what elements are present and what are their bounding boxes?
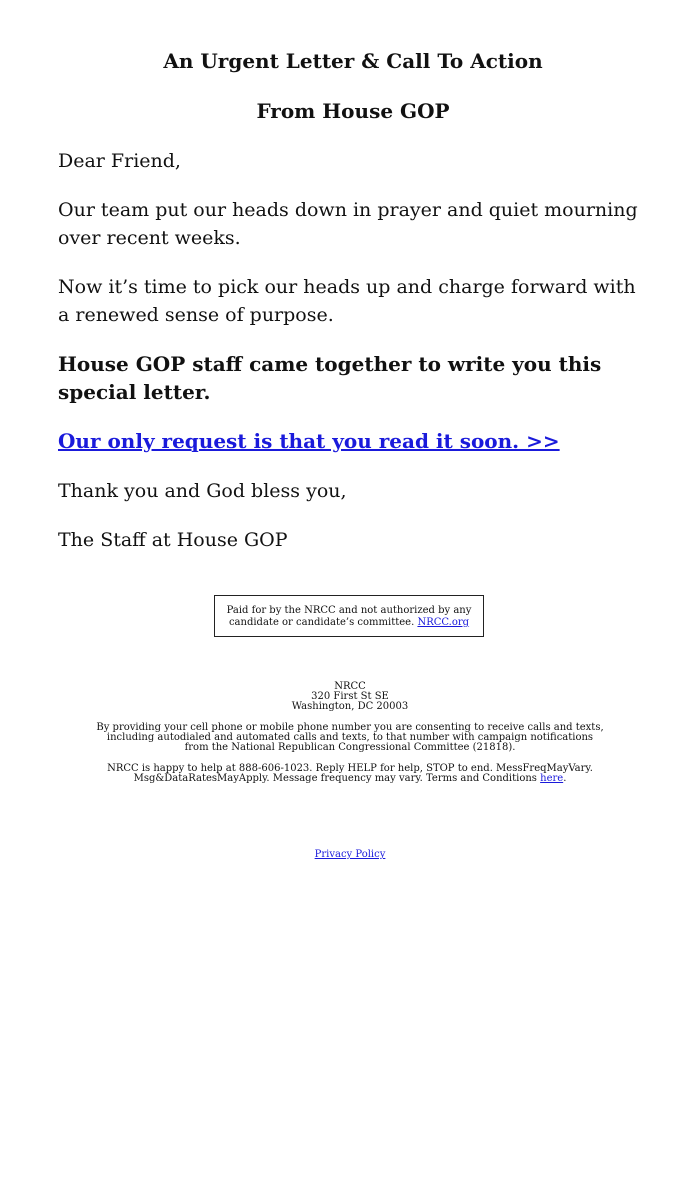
- paragraph-prayer: Our team put our heads down in prayer and quiet mourning over recent weeks.: [58, 199, 638, 249]
- footer: [95, 682, 605, 784]
- privacy-policy-link[interactable]: Privacy Policy: [314, 849, 386, 860]
- signature: The Staff at House GOP: [58, 529, 288, 551]
- help-text: NRCC is happy to help at 888-606-1023. Reply HELP for help, STOP to end. MessFreqMayVary. Msg&DataRatesMayApply. Message frequency may vary. Terms and Conditions: [107, 763, 593, 784]
- paragraph-special-letter: House GOP staff came together to write you this special letter.: [58, 352, 602, 404]
- paragraph-purpose: Now it’s time to pick our heads up and charge forward with a renewed sense of purpose.: [58, 276, 636, 326]
- footer-consent-text: By providing your cell phone or mobile phone number you are consenting to receive calls and texts, including autodialed and automated calls and texts, to that number with campaign notifications from the National Republican Congressional Committee (21818).: [96, 722, 604, 753]
- footer-address-line1: 320 First St SE: [311, 691, 389, 702]
- footer-address-line2: Washington, DC 20003: [291, 701, 409, 712]
- disclaimer-text: Paid for by the NRCC and not authorized by any candidate or candidate’s committee.: [226, 605, 472, 628]
- nrcc-org-link[interactable]: NRCC.org: [417, 617, 470, 628]
- privacy-section: [0, 849, 700, 861]
- terms-period: .: [563, 773, 567, 784]
- paid-for-disclaimer: [214, 595, 484, 637]
- letter-subtitle: From House GOP: [256, 99, 450, 123]
- footer-org-name: NRCC: [334, 681, 366, 692]
- letter-body: [58, 45, 648, 554]
- read-letter-link[interactable]: Our only request is that you read it soon. >>: [58, 429, 560, 453]
- letter-title: An Urgent Letter & Call To Action: [163, 49, 543, 73]
- cta-paragraph: [58, 427, 648, 456]
- closing: Thank you and God bless you,: [58, 480, 347, 502]
- greeting: Dear Friend,: [58, 150, 181, 172]
- terms-link[interactable]: here: [540, 773, 564, 784]
- footer-help-text: [95, 764, 605, 784]
